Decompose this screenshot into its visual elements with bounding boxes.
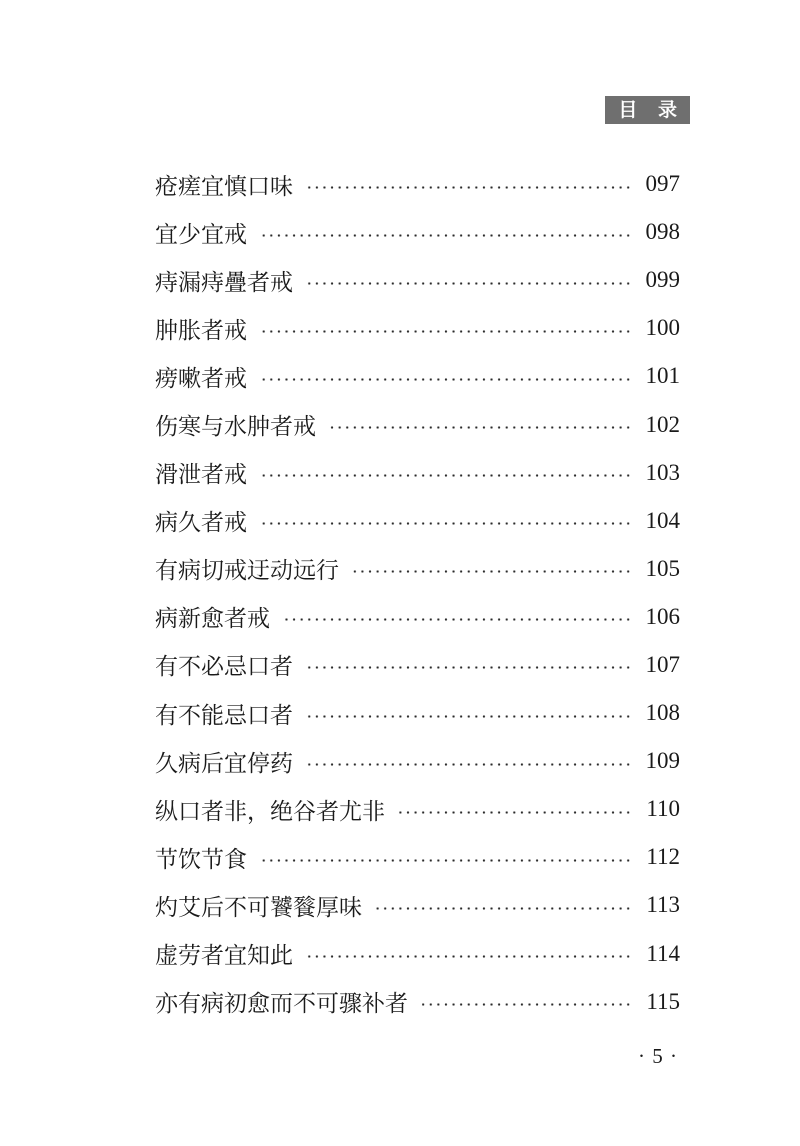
dot-leader <box>376 907 632 910</box>
toc-entry-title: 节饮节食 <box>155 846 247 873</box>
toc-entry[interactable] <box>155 449 680 497</box>
dot-leader <box>284 618 632 621</box>
dot-leader <box>422 1003 632 1006</box>
dot-leader <box>261 234 632 237</box>
toc-entry-page: 114 <box>646 940 680 966</box>
dot-leader <box>261 522 632 525</box>
toc-entry-page: 101 <box>645 363 680 389</box>
toc-entry-page: 102 <box>645 411 680 437</box>
toc-entry-title: 痨嗽者戒 <box>155 365 247 392</box>
dot-leader <box>261 330 632 333</box>
toc-entry[interactable] <box>155 593 680 641</box>
toc-entry[interactable] <box>155 930 680 978</box>
toc-entry[interactable] <box>155 978 680 1026</box>
toc-entry[interactable] <box>155 641 680 689</box>
toc-entry-title: 虚劳者宜知此 <box>155 943 293 970</box>
toc-entry[interactable] <box>155 208 680 256</box>
toc-entry-title: 有病切戒迂动远行 <box>155 558 339 585</box>
toc-entry[interactable] <box>155 352 680 400</box>
toc-entry-page: 115 <box>646 988 680 1014</box>
toc-entry-title: 久病后宜停药 <box>155 750 293 777</box>
toc-entry[interactable] <box>155 400 680 448</box>
toc-entry[interactable] <box>155 881 680 929</box>
toc-entry-page: 100 <box>645 315 680 341</box>
dot-leader <box>353 570 632 573</box>
toc-entry-title: 肿胀者戒 <box>155 317 247 344</box>
toc-entry-title: 滑泄者戒 <box>155 462 247 489</box>
toc-entry-page: 110 <box>646 796 680 822</box>
toc-entry-page: 098 <box>645 219 680 245</box>
toc-entry-title: 有不能忌口者 <box>155 702 293 729</box>
toc-entry[interactable] <box>155 497 680 545</box>
toc-entry-title: 有不必忌口者 <box>155 654 293 681</box>
page-number: · 5 · <box>638 1044 678 1068</box>
toc-entry-page: 109 <box>645 748 680 774</box>
dot-leader <box>399 811 632 814</box>
dot-leader <box>261 474 632 477</box>
toc-entry[interactable] <box>155 545 680 593</box>
table-of-contents <box>155 160 680 1026</box>
section-label: 目 录 <box>605 96 690 124</box>
dot-leader <box>307 282 632 285</box>
toc-entry-title: 纵口者非，绝谷者尤非 <box>155 798 385 825</box>
toc-entry-page: 107 <box>645 651 680 677</box>
toc-entry-title: 宜少宜戒 <box>155 221 247 248</box>
toc-entry-title: 痔漏痔疊者戒 <box>155 269 293 296</box>
toc-entry-title: 疮瘥宜慎口味 <box>155 173 293 200</box>
toc-entry-title: 病久者戒 <box>155 510 247 537</box>
toc-entry-page: 112 <box>646 844 680 870</box>
dot-leader <box>261 859 632 862</box>
toc-entry-page: 104 <box>645 507 680 533</box>
toc-entry-page: 103 <box>645 459 680 485</box>
toc-entry-title: 亦有病初愈而不可骤补者 <box>155 991 408 1018</box>
toc-entry-title: 伤寒与水肿者戒 <box>155 414 316 441</box>
toc-entry-page: 097 <box>645 171 680 197</box>
dot-leader <box>261 378 632 381</box>
toc-entry[interactable] <box>155 737 680 785</box>
toc-entry[interactable] <box>155 785 680 833</box>
toc-entry-page: 099 <box>645 267 680 293</box>
dot-leader <box>307 715 632 718</box>
toc-entry[interactable] <box>155 304 680 352</box>
toc-entry[interactable] <box>155 256 680 304</box>
toc-entry[interactable] <box>155 689 680 737</box>
toc-entry[interactable] <box>155 833 680 881</box>
toc-entry[interactable] <box>155 160 680 208</box>
dot-leader <box>307 186 632 189</box>
toc-entry-page: 106 <box>645 603 680 629</box>
dot-leader <box>330 426 632 429</box>
toc-entry-title: 灼艾后不可饕餮厚味 <box>155 894 362 921</box>
toc-entry-page: 108 <box>645 700 680 726</box>
toc-entry-title: 病新愈者戒 <box>155 606 270 633</box>
toc-entry-page: 113 <box>646 892 680 918</box>
dot-leader <box>307 666 632 669</box>
dot-leader <box>307 763 632 766</box>
toc-entry-page: 105 <box>645 555 680 581</box>
dot-leader <box>307 955 632 958</box>
